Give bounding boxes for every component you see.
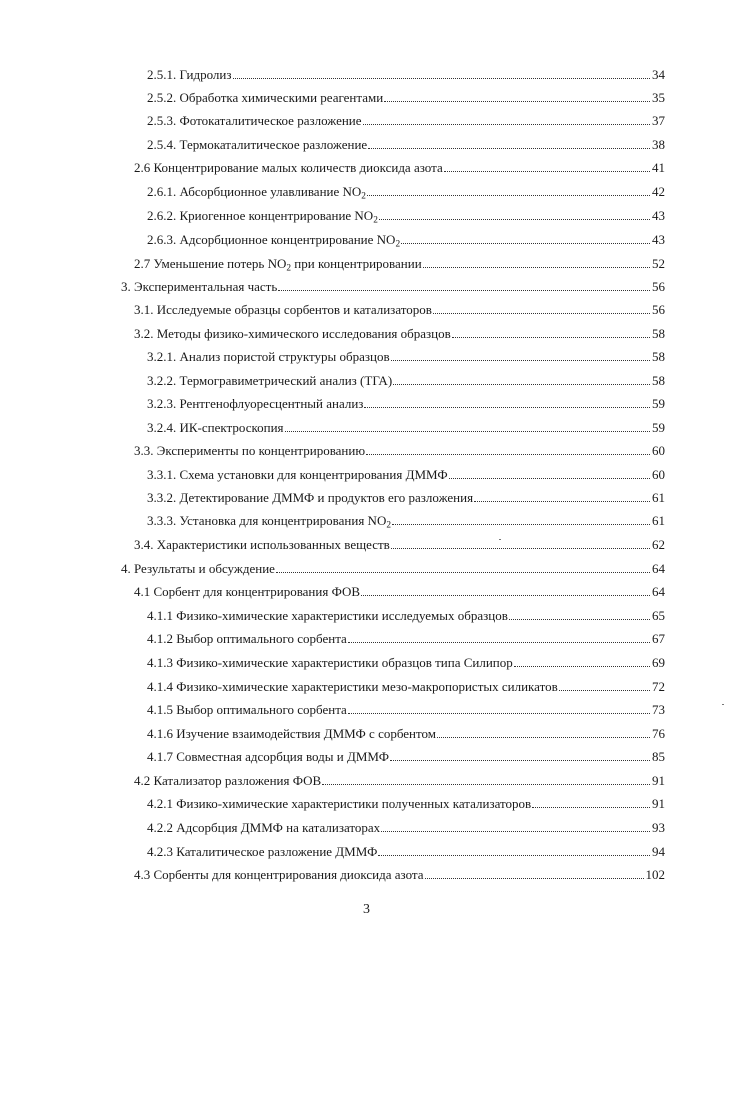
toc-entry [147,63,665,85]
toc-entry-title: 4.1.7 Совместная адсорбция воды и ДММФ [147,749,390,764]
toc-entry-page: 62 [652,537,665,552]
toc-entry-title: 3. Экспериментальная часть [121,279,278,294]
dot-leader [514,651,650,667]
toc-entry [147,509,665,531]
page-number: 3 [363,902,370,917]
dot-leader [384,86,650,102]
dot-leader [433,298,650,314]
dot-leader [348,627,650,643]
toc-entry-title: 3.3. Эксперименты по концентрированию [134,443,366,458]
toc-entry [147,228,665,250]
subscript: 2 [386,520,392,531]
toc-entry-page: 43 [652,232,665,247]
toc-entry-title: 2.5.1. Гидролиз [147,67,232,82]
subscript: 2 [361,191,366,202]
dot-leader [366,439,650,455]
toc-entry-title: 3.3.1. Схема установки для концентрирования ДММФ [147,467,448,482]
scan-speck [499,539,501,540]
toc-entry [134,439,665,461]
dot-leader [285,416,650,432]
toc-entry-title: 4.1.2 Выбор оптимального сорбента [147,631,347,646]
toc-entry [147,486,665,508]
toc-entry-page: 61 [652,490,665,505]
toc-entry-title: 4.1.3 Физико-химические характеристики образцов типа Силипор [147,655,513,670]
toc-entry-title: 4.2.2 Адсорбция ДММФ на катализаторах [147,820,381,835]
toc-entry-title: 3.2.3. Рентгенофлуоресцентный анализ [147,396,364,411]
dot-leader [449,463,650,479]
dot-leader [401,228,650,244]
toc-entry-page: 52 [652,256,665,271]
dot-leader [278,275,650,291]
dot-leader [322,769,650,785]
dot-leader [367,180,650,196]
toc-entry [147,345,665,367]
toc-entry [147,698,665,720]
toc-entry [147,722,665,744]
dot-leader [559,675,650,691]
toc-entry [134,769,665,791]
dot-leader [368,133,650,149]
toc-entry [147,651,665,673]
toc-entry-page: 38 [652,137,665,152]
toc-entry [147,463,665,485]
toc-entry [134,533,665,555]
toc-entry-title: 4.2.3 Каталитическое разложение ДММФ [147,844,378,859]
toc-entry [147,792,665,814]
toc-entry [134,322,665,344]
dot-leader [379,204,650,220]
toc-entry-page: 56 [652,302,665,317]
dot-leader [509,604,650,620]
toc-entry-page: 59 [652,420,665,435]
toc-entry-page: 67 [652,631,665,646]
toc-entry-title: 4. Результаты и обсуждение [121,561,275,576]
dot-leader [276,557,650,573]
toc-entry-title: 3.2.2. Термогравиметрический анализ (ТГА) [147,373,393,388]
toc-entry [134,252,665,274]
toc-entry [147,204,665,226]
toc-entry-title: 4.3 Сорбенты для концентрирования диоксида азота [134,867,424,882]
toc-entry [147,392,665,414]
dot-leader [444,156,650,172]
toc-entry [147,180,665,202]
dot-leader [363,109,650,125]
dot-leader [361,580,650,596]
toc-entry-page: 76 [652,726,665,741]
toc-entry [134,156,665,178]
toc-entry-page: 85 [652,749,665,764]
toc-entry-title: 4.2 Катализатор разложения ФОВ [134,773,322,788]
toc-entry-page: 35 [652,90,665,105]
toc-entry-page: 60 [652,467,665,482]
dot-leader [437,722,650,738]
dot-leader [381,816,650,832]
subscript: 2 [395,239,401,250]
dot-leader [532,792,650,808]
toc-entry [147,816,665,838]
dot-leader [392,509,650,525]
toc-entry-page: 72 [652,679,665,694]
toc-entry-page: 58 [652,326,665,341]
toc-entry-title: 3.2.1. Анализ пористой структуры образцов [147,349,390,364]
toc-entry-page: 60 [652,443,665,458]
dot-leader [233,63,651,79]
toc-entry-title: 4.1.1 Физико-химические характеристики исследуемых образцов [147,608,508,623]
dot-leader [391,533,650,549]
toc-entry-title: 4.2.1 Физико-химические характеристики полученных катализаторов [147,796,532,811]
scan-speck [722,704,724,705]
toc-entry [147,86,665,108]
toc-entry-title: 2.5.4. Термокаталитическое разложение [147,137,368,152]
dot-leader [423,252,650,268]
toc-entry-title: 3.4. Характеристики использованных веществ [134,537,390,552]
toc-entry [147,627,665,649]
toc-entry-page: 59 [652,396,665,411]
toc-entry-page: 37 [652,113,665,128]
toc-entry-page: 42 [652,184,665,199]
toc-entry-page: 58 [652,349,665,364]
toc-entry-title: 3.3.2. Детектирование ДММФ и продуктов его разложения [147,490,474,505]
toc-entry-title: 4.1 Сорбент для концентрирования ФОВ [134,584,361,599]
toc-entry [147,369,665,391]
toc-entry [147,745,665,767]
toc-entry-page: 61 [652,513,665,528]
toc-entry [134,298,665,320]
toc-entry-page: 73 [652,702,665,717]
dot-leader [378,840,650,856]
toc-entry-title: 2.5.3. Фотокаталитическое разложение [147,113,362,128]
toc-entry [121,557,665,579]
toc-entry-title: 2.6.2. Криогенное концентрирование $NO_2$ [147,208,378,226]
toc-entry-page: 64 [652,561,665,576]
dot-leader [425,863,644,879]
toc-entry-title: 3.2. Методы физико-химического исследования образцов [134,326,451,341]
toc-entry [147,840,665,862]
toc-entry [121,275,665,297]
dot-leader [474,486,650,502]
toc-entry [134,580,665,602]
toc-entry [147,133,665,155]
toc-entry-page: 34 [652,67,665,82]
dot-leader [390,745,650,761]
dot-leader [348,698,650,714]
toc-entry-title: 3.1. Исследуемые образцы сорбентов и катализаторов [134,302,432,317]
toc-entry-title: 2.6 Концентрирование малых количеств диоксида азота [134,160,443,175]
toc-entry [134,863,665,885]
toc-entry-page: 41 [652,160,665,175]
dot-leader [391,345,650,361]
toc-entry-page: 69 [652,655,665,670]
dot-leader [364,392,650,408]
toc-entry-page: 94 [652,844,665,859]
toc-entry [147,416,665,438]
toc-entry-title: 4.1.6 Изучение взаимодействия ДММФ с сорбентом [147,726,436,741]
toc-entry-page: 93 [652,820,665,835]
toc-entry-title: 2.6.1. Абсорбционное улавливание $NO_2$ [147,184,366,202]
toc-entry-page: 65 [652,608,665,623]
toc-entry-title: 2.7 Уменьшение потерь $NO_2$ при концентрировании [134,256,422,274]
dot-leader [393,369,650,385]
toc-entry-page: 56 [652,279,665,294]
toc-entry-title: 2.5.2. Обработка химическими реагентами [147,90,384,105]
toc-entry [147,109,665,131]
toc-entry-title: 3.2.4. ИК-спектроскопия [147,420,284,435]
toc-entry-title: 4.1.4 Физико-химические характеристики мезо-макропористых силикатов [147,679,558,694]
toc-entry-page: 43 [652,208,665,223]
toc-entry-title: 4.1.5 Выбор оптимального сорбента [147,702,347,717]
toc-entry-title: 3.3.3. Установка для концентрирования $NO_2$ [147,513,392,531]
toc-entry-page: 91 [652,796,665,811]
toc-entry-page: 91 [652,773,665,788]
toc-entry-page: 102 [645,867,665,882]
toc-entry [147,675,665,697]
subscript: 2 [286,263,292,274]
toc-entry-page: 64 [652,584,665,599]
toc-entry-title: 2.6.3. Адсорбционное концентрирование $NO_2$ [147,232,401,250]
subscript: 2 [373,215,378,226]
toc-entry [147,604,665,626]
dot-leader [452,322,650,338]
toc-entry-page: 58 [652,373,665,388]
